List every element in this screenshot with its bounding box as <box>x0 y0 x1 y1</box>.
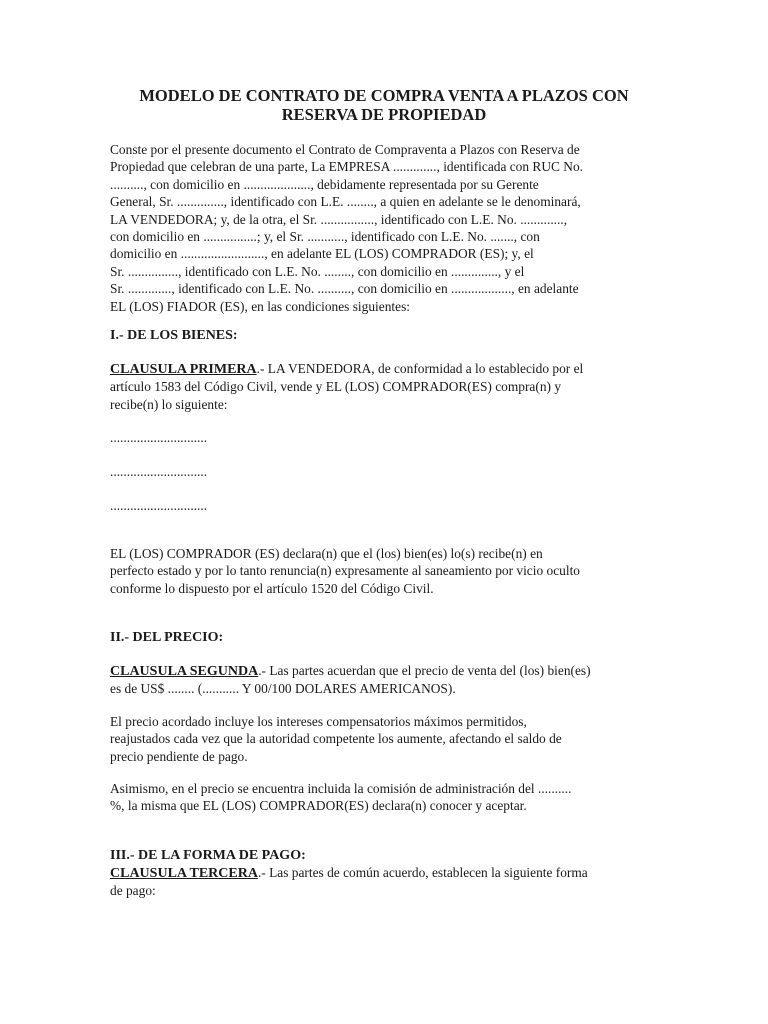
title-line-2: RESERVA DE PROPIEDAD <box>281 105 487 124</box>
title-line-1: MODELO DE CONTRATO DE COMPRA VENTA A PLAZOS CON <box>139 86 629 105</box>
clause-segunda-line <box>110 662 658 680</box>
intro-line: Sr. ..............., identificado con L.E. No. ........, con domicilio en .............., y el <box>110 263 525 279</box>
intro-line: domicilio en ........................., en adelante EL (LOS) COMPRADOR (ES); y, el <box>110 246 534 262</box>
clause-tercera-line <box>110 864 658 882</box>
clause-segunda <box>110 662 658 698</box>
commission-line: %, la misma que EL (LOS) COMPRADOR(ES) declara(n) conocer y aceptar. <box>110 798 527 814</box>
clause-primera-line <box>110 360 658 378</box>
intro-line: con domicilio en ................; y, el Sr. ..........., identificado con L.E. No. ......., con <box>110 229 540 245</box>
price-paragraph <box>110 713 658 765</box>
intro-line: .........., con domicilio en ...................., debidamente representada por su Gerente <box>110 176 539 192</box>
clause-segunda-label: CLAUSULA SEGUNDA <box>110 664 259 679</box>
blank-item-3: ............................. <box>110 498 208 513</box>
declaration-line: EL (LOS) COMPRADOR (ES) declara(n) que el (los) bien(es) lo(s) recibe(n) en <box>110 546 543 561</box>
clause-primera <box>110 360 658 413</box>
intro-line: Sr. ............., identificado con L.E. No. .........., con domicilio en .................., en adelante <box>110 281 579 297</box>
price-line: El precio acordado incluye los intereses compensatorios máximos permitidos, <box>110 714 527 729</box>
clause-segunda-text: .- Las partes acuerdan que el precio de venta del (los) bien(es) <box>258 663 591 678</box>
declaration-line: conforme lo dispuesto por el artículo 1520 del Código Civil. <box>110 580 434 596</box>
clause-tercera-label: CLAUSULA TERCERA <box>110 866 258 881</box>
clause-tercera-text: .- Las partes de común acuerdo, establecen la siguiente forma <box>257 865 588 880</box>
blank-item-1: ............................. <box>110 430 208 445</box>
blank-item-2: ............................. <box>110 464 208 479</box>
clause-primera-line: artículo 1583 del Código Civil, vende y EL (LOS) COMPRADOR(ES) compra(n) y <box>110 379 562 395</box>
clause-tercera-line: de pago: <box>110 883 156 899</box>
section-heading-bienes: I.- DE LOS BIENES: <box>110 328 238 343</box>
intro-line: LA VENDEDORA; y, de la otra, el Sr. ................, identificado con L.E. No. ............., <box>110 211 568 227</box>
intro-line: EL (LOS) FIADOR (ES), en las condiciones siguientes: <box>110 298 411 314</box>
commission-paragraph <box>110 780 658 815</box>
intro-line: Conste por el presente documento el Contrato de Compraventa a Plazos con Reserva de <box>110 142 580 157</box>
price-line: precio pendiente de pago. <box>110 748 248 764</box>
document-title <box>60 86 708 124</box>
clause-primera-text: .- LA VENDEDORA, de conformidad a lo establecido por el <box>256 361 584 376</box>
intro-line: General, Sr. .............., identificado con L.E. ........, a quien en adelante se le denominará, <box>110 194 581 210</box>
clause-tercera <box>110 864 658 900</box>
declaration-line: perfecto estado y por lo tanto renuncia(n) expresamente al saneamiento por vicio oculto <box>110 563 580 579</box>
price-line: reajustados cada vez que la autoridad competente los aumente, afectando el saldo de <box>110 731 562 747</box>
clause-primera-line: recibe(n) lo siguiente: <box>110 396 228 412</box>
clause-primera-label: CLAUSULA PRIMERA <box>110 362 257 377</box>
intro-line: Propiedad que celebran de una parte, La EMPRESA ............., identificada con RUC No. <box>110 159 584 175</box>
section-heading-precio: II.- DEL PRECIO: <box>110 630 224 645</box>
section-heading-forma-pago: III.- DE LA FORMA DE PAGO: <box>110 848 306 863</box>
commission-line: Asimismo, en el precio se encuentra incluida la comisión de administración del .......... <box>110 781 572 796</box>
declaration-paragraph <box>110 545 658 597</box>
intro-paragraph <box>110 141 658 315</box>
clause-segunda-line: es de US$ ........ (........... Y 00/100 DOLARES AMERICANOS). <box>110 681 456 697</box>
